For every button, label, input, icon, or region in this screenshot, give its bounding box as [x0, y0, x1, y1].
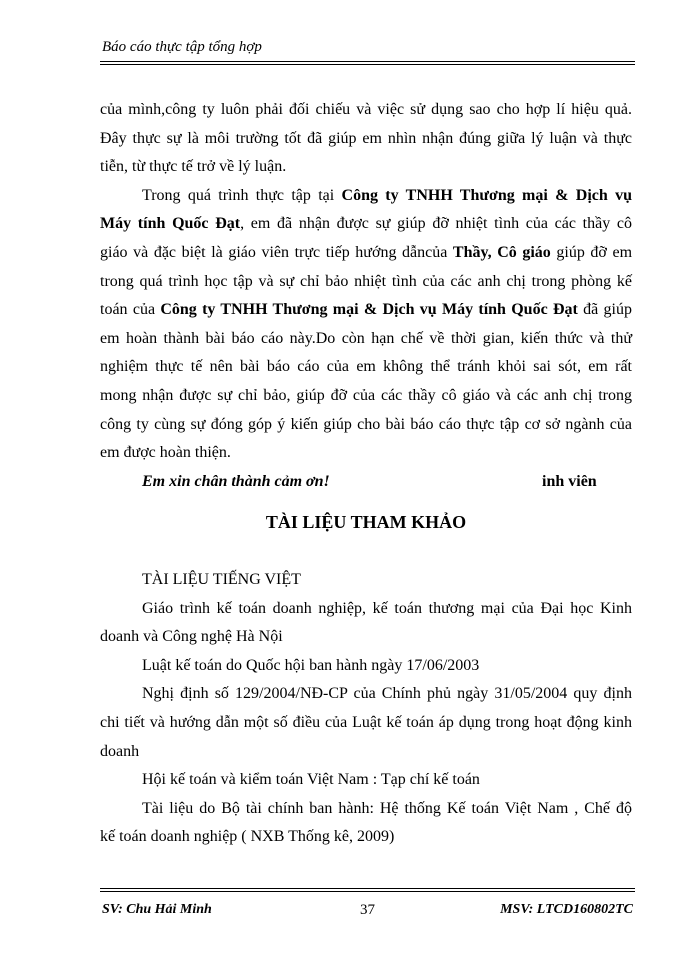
company-name: Máy tính Quốc Đạt	[100, 215, 241, 233]
paragraph-2-line-6: em hoàn thành bài báo cáo này.Do còn hạn chế về thời gian, kiến thức và thử	[100, 329, 632, 347]
text-run: giáo và đặc biệt là giáo viên trực tiếp hướng dẫncủa	[100, 243, 453, 261]
paragraph-2-line-9: công ty cùng sự đóng góp ý kiến giúp cho bài báo cáo thực tập cơ sở ngành của	[100, 415, 632, 433]
paragraph-2-line-3	[100, 239, 632, 268]
body-text	[100, 96, 632, 496]
reference-5-line-1: Tài liệu do Bộ tài chính ban hành: Hệ thống Kế toán Việt Nam , Chế độ	[142, 799, 632, 817]
body-line-1: của mình,công ty luôn phải đối chiếu và việc sử dụng sao cho hợp lí hiệu quả.	[100, 101, 632, 118]
reference-4: Hội kế toán và kiểm toán Việt Nam : Tạp chí kế toán	[142, 771, 480, 789]
teacher-name: Thầy, Cô giáo	[452, 243, 551, 261]
student-label-fragment: inh viên	[542, 472, 597, 490]
body-line-2: Đây thực sự là môi trường tốt đã giúp em nhìn nhận đúng giữa lý luận và thực	[100, 129, 632, 147]
reference-1-line-2: doanh và Công nghệ Hà Nội	[100, 628, 283, 646]
paragraph-2-line-8: mong nhận được sự chỉ bảo, giúp đỡ của các thầy cô giáo và các anh chị trong	[100, 386, 632, 404]
thanks-text: Em xin chân thành cảm ơn!	[142, 472, 330, 490]
thanks-row	[100, 468, 632, 497]
company-name: Công ty TNHH Thương mại & Dịch vụ Máy tính Quốc Đạt	[160, 301, 578, 319]
reference-3-line-3: doanh	[100, 742, 140, 760]
paragraph-2-line-7: nghiệm thực tế nên bài báo cáo của em không thể tránh khỏi sai sót, em rất	[100, 358, 632, 376]
page-number: 37	[360, 902, 375, 918]
footer-student-name: SV: Chu Hải Minh	[102, 902, 212, 917]
paragraph-2-line-10: em được hoàn thiện.	[100, 444, 231, 462]
text-run: đã giúp	[577, 301, 632, 319]
references-title: TÀI LIỆU THAM KHẢO	[265, 512, 467, 532]
paragraph-2-line-5	[100, 296, 632, 325]
body-line-3: tiễn, từ thực tế trở về lý luận.	[100, 158, 287, 176]
reference-5-line-2: kế toán doanh nghiệp ( NXB Thống kê, 2009)	[100, 828, 395, 846]
header-rule	[100, 61, 635, 65]
text-run: giúp đỡ em	[550, 243, 633, 261]
reference-2: Luật kế toán do Quốc hội ban hành ngày 17/06/2003	[142, 656, 480, 674]
paragraph-2-line-2	[100, 210, 632, 239]
text-run: toán của	[100, 301, 161, 319]
paragraph-2-line-4: trong quá trình học tập và sự chỉ bảo nhiệt tình của các anh chị trong phòng kế	[100, 272, 632, 290]
page-header	[100, 35, 635, 65]
page-footer	[100, 888, 635, 918]
reference-3-line-2: chi tiết và hướng dẫn một số điều của Luật kế toán áp dụng trong hoạt động kinh	[100, 713, 632, 731]
footer-student-id: MSV: LTCD160802TC	[500, 902, 633, 917]
reference-3-line-1: Nghị định số 129/2004/NĐ-CP của Chính phủ ngày 31/05/2004 quy định	[142, 685, 632, 703]
references-section-title: TÀI LIỆU TIẾNG VIỆT	[142, 571, 301, 588]
paragraph-2-line-1	[100, 182, 632, 211]
company-name: Công ty TNHH Thương mại & Dịch vụ	[341, 186, 633, 204]
reference-1-line-1: Giáo trình kế toán doanh nghiệp, kế toán thương mại của Đại học Kinh	[142, 599, 632, 617]
text-run: Trong quá trình thực tập tại	[142, 186, 342, 204]
footer-rule	[100, 888, 635, 892]
text-run: , em đã nhận được sự giúp đỡ nhiệt tình của các thầy cô	[240, 215, 633, 233]
references-list	[100, 566, 632, 852]
header-title: Báo cáo thực tập tổng hợp	[102, 39, 262, 55]
